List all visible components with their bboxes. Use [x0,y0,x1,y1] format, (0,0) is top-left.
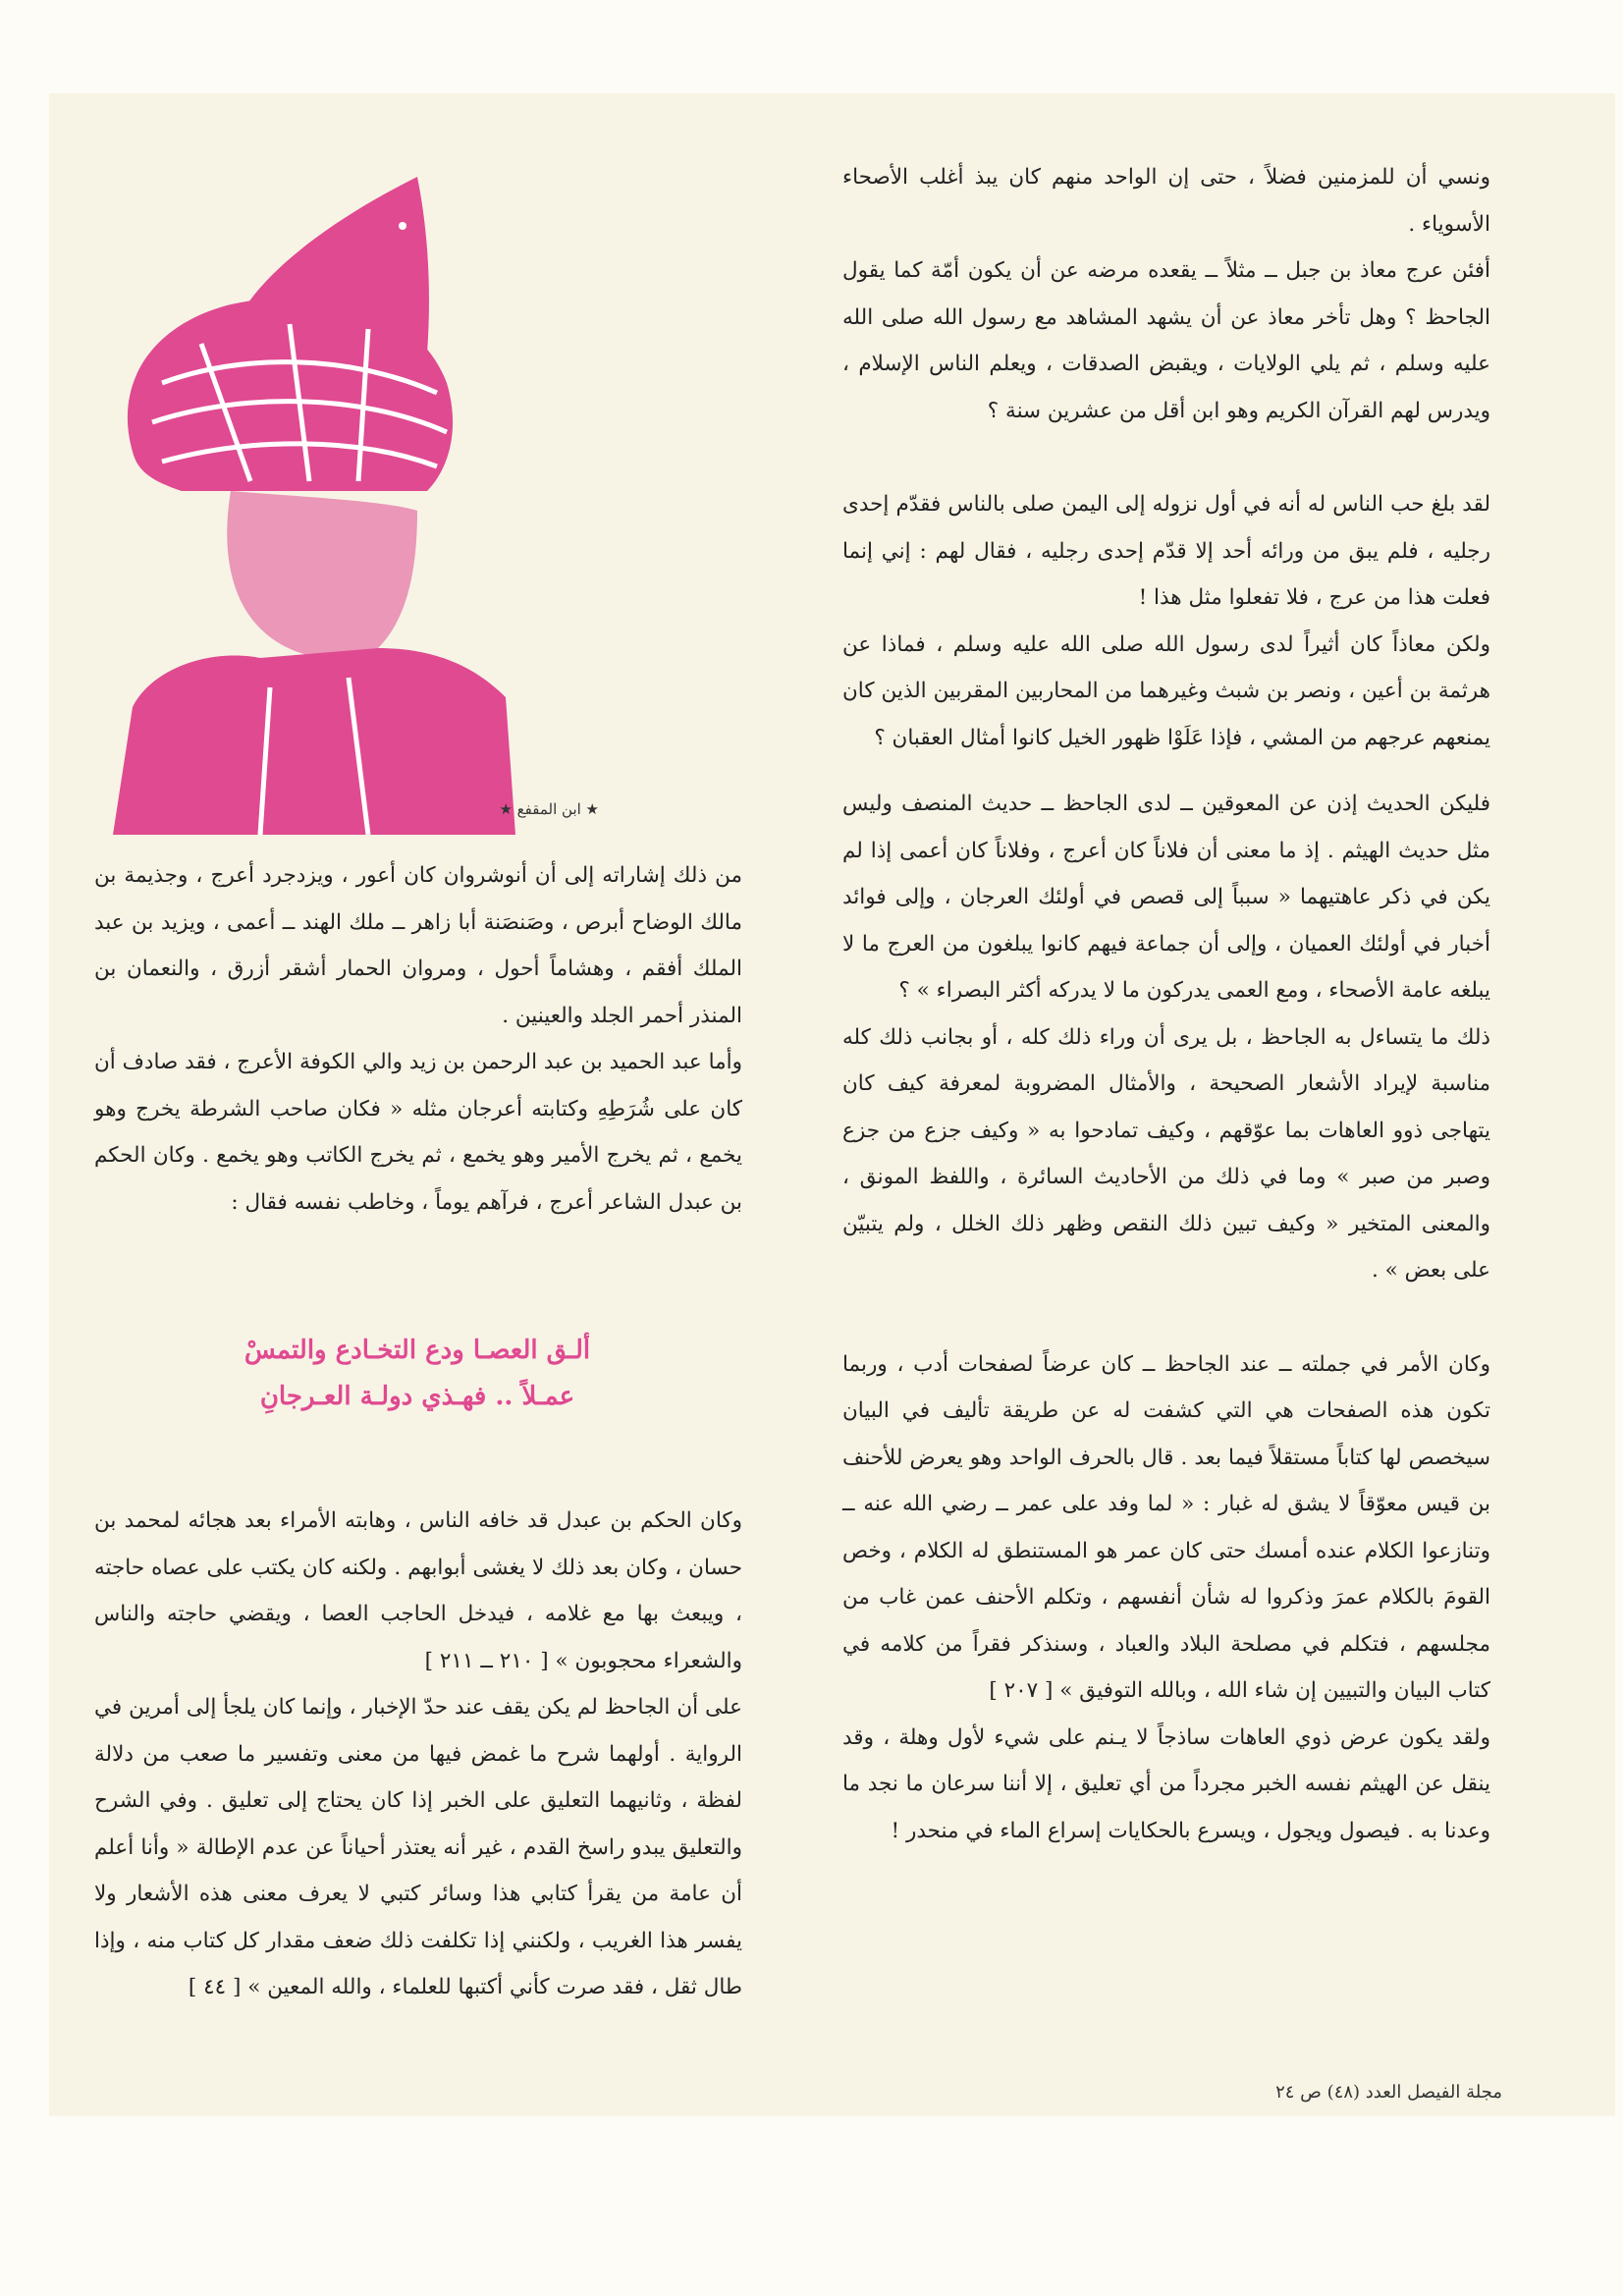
paragraph: ولقد يكون عرض ذوي العاهات ساذجاً لا يـنم على شيء لأول وهلة ، وقد ينقل عن الهيثم نفسه الخبر مجرداً من أي تعليق ، إلا أننا سرعان ما نجد ما وعدنا به . فيصول ويجول ، ويسرع بالحكايات إسراع الماء في منحدر ! [842,1724,1490,1843]
paragraph: على أن الجاحظ لم يكن يقف عند حدّ الإخبار ، وإنما كان يلجأ إلى أمرين في الرواية . أولهما شرح ما غمض فيها من معنى وتفسير ما صعب من دلالة لفظة ، وثانيهما التعليق على الخبر إذا كان يحتاج إلى تعليق . وفي الشرح والتعليق يبدو راسخ القدم ، غير أنه يعتذر أحياناً عن عدم الإطالة « وأنا أعلم أن عامة من يقرأ كتابي هذا وسائر كتبي لا يعرف معنى هذه الأشعار ولا يفسر هذا الغريب ، ولكنني إذا تكلفت ذلك ضعف مقدار كل كتاب منه ، وإذا طال ثقل ، فقد صرت كأني أكتبها للعلماء ، والله المعين » [ ٤٤ ] [94,1695,742,1999]
paragraph: ذلك ما يتساءل به الجاحظ ، بل يرى أن وراء ذلك كله ، أو بجانب ذلك كله مناسبة لإيراد الأشعار الصحيحة ، والأمثال المضروبة لمعرفة كيف كان يتهاجى ذوو العاهات بما عوّقهم ، وكيف تمادحوا به « وكيف جزع من جزع وصبر من صبر » وما في ذلك من الأحاديث السائرة ، واللفظ المونق ، والمعنى المتخير « وكيف تبين ذلك النقص وظهر ذلك الخلل ، ولم يتبيّن على بعض » . [842,1024,1490,1283]
portrait-caption: ★ ابن المقفع ★ [499,800,599,818]
paragraph: لقد بلغ حب الناس له أنه في أول نزوله إلى اليمن صلى بالناس فقدّم إحدى رجليه ، فلم يبق من ورائه أحد إلا قدّم إحدى رجليه ، فقال لهم : إني إنما فعلت هذا من عرج ، فلا تفعلوا مثل هذا ! [842,492,1490,610]
left-column-lower [94,1498,742,2011]
paragraph: وكان الحكم بن عبدل قد خافه الناس ، وهابته الأمراء بعد هجائه لمحمد بن حسان ، وكان بعد ذلك لا يغشى أبوابهم . ولكنه كان يكتب على عصاه حاجته ، ويبعث بها مع غلامه ، فيدخل الحاجب العصا ، ويقضي حاجته والناس والشعراء محجوبون » [ ٢١٠ ــ ٢١١ ] [94,1508,742,1673]
paragraph: من ذلك إشاراته إلى أن أنوشروان كان أعور ، ويزدجرد أعرج ، وجذيمة بن مالك الوضاح أبرص ، وصَنصَنة أبا زاهر ــ ملك الهند ــ أعمى ، ويزيد بن عبد الملك أفقم ، وهشاماً أحول ، ومروان الحمار أشقر أزرق ، والنعمان بن المنذر أحمر الجلد والعينين . [94,863,742,1028]
paragraph: أفئن عرج معاذ بن جبل ــ مثلاً ــ يقعده مرضه عن أن يكون أمّة كما يقول الجاحظ ؟ وهل تأخر معاذ عن أن يشهد المشاهد مع رسول الله صلى الله عليه وسلم ، ثم يلي الولايات ، ويقبض الصدقات ، ويعلم الناس الإسلام ، ويدرس لهم القرآن الكريم وهو ابن أقل من عشرين سنة ؟ [842,258,1490,423]
left-column-upper [94,852,742,1226]
verse-line: ألـق العصـا ودع التخـادع والتمسْ [243,1336,591,1365]
right-column [842,154,1490,1854]
paragraph: وأما عبد الحميد بن عبد الرحمن بن زيد والي الكوفة الأعرج ، فقد صادف أن كان على شُرَطِهِ وكتابته أعرجان مثله « فكان صاحب الشرطة يخرج وهو يخمع ، ثم يخرج الأمير وهو يخمع ، ثم يخرج الكاتب وهو يخمع . وكان الحكم بن عبدل الشاعر أعرج ، فرآهم يوماً ، وخاطب نفسه فقال : [94,1050,742,1215]
paragraph: وكان الأمر في جملته ــ عند الجاحظ ــ كان عرضاً لصفحات أدب ، وربما تكون هذه الصفحات هي التي كشفت له عن طريقة تأليف في البيان سيخصص لها كتاباً مستقلاً فيما بعد . قال بالحرف الواحد وهو يعرض للأحنف بن قيس معوّقاً لا يشق له غبار : « لما وفد على عمر ــ رضي الله عنه ــ وتنازعوا الكلام عنده أمسك حتى كان عمر هو المستنطق له الكلام ، وخص القومَ بالكلام عمرَ وذكروا له شأن أنفسهم ، وتكلم الأحنف عمن غاب من مجلسهم ، فتكلم في مصلحة البلاد والعباد ، وسنذكر فقراً من كلامه في كتاب البيان والتبيين إن شاء الله ، وبالله التوفيق » [ ٢٠٧ ] [842,1351,1490,1703]
page-footer: مجلة الفيصل العدد (٤٨) ص ٢٤ [1275,2082,1502,2103]
poem-verse [147,1328,687,1420]
paragraph: فليكن الحديث إذن عن المعوقين ــ لدى الجاحظ ــ حديث المنصف وليس مثل حديث الهيثم . إذ ما معنى أن فلاناً كان أعرج ، وفلاناً كان أعمى إذا لم يكن في ذكر عاهتيهما « سبباً إلى قصص في أولئك العرجان ، وإلى فوائد أخبار في أولئك العميان ، وإلى أن جماعة فيهم كانوا يبلغون من العرج ما لا يبلغه عامة الأصحاء ، ومع العمى يدركون ما لا يدركه أكثر البصراء » ؟ [842,792,1490,1003]
paragraph: ونسي أن للمزمنين فضلاً ، حتى إن الواحد منهم كان يبذ أغلب الأصحاء الأسوياء . [842,165,1490,237]
verse-line: عمـلاً .. فهـذي دولـة العـرجانِ [259,1382,575,1411]
portrait-illustration [93,157,525,835]
paragraph: ولكن معاذاً كان أثيراً لدى رسول الله صلى الله عليه وسلم ، فماذا عن هرثمة بن أعين ، ونصر بن شبث وغيرهما من المحاربين المقربين الذين كان يمنعهم عرجهم من المشي ، فإذا عَلَوْا ظهور الخيل كانوا أمثال العقبان ؟ [842,631,1490,750]
